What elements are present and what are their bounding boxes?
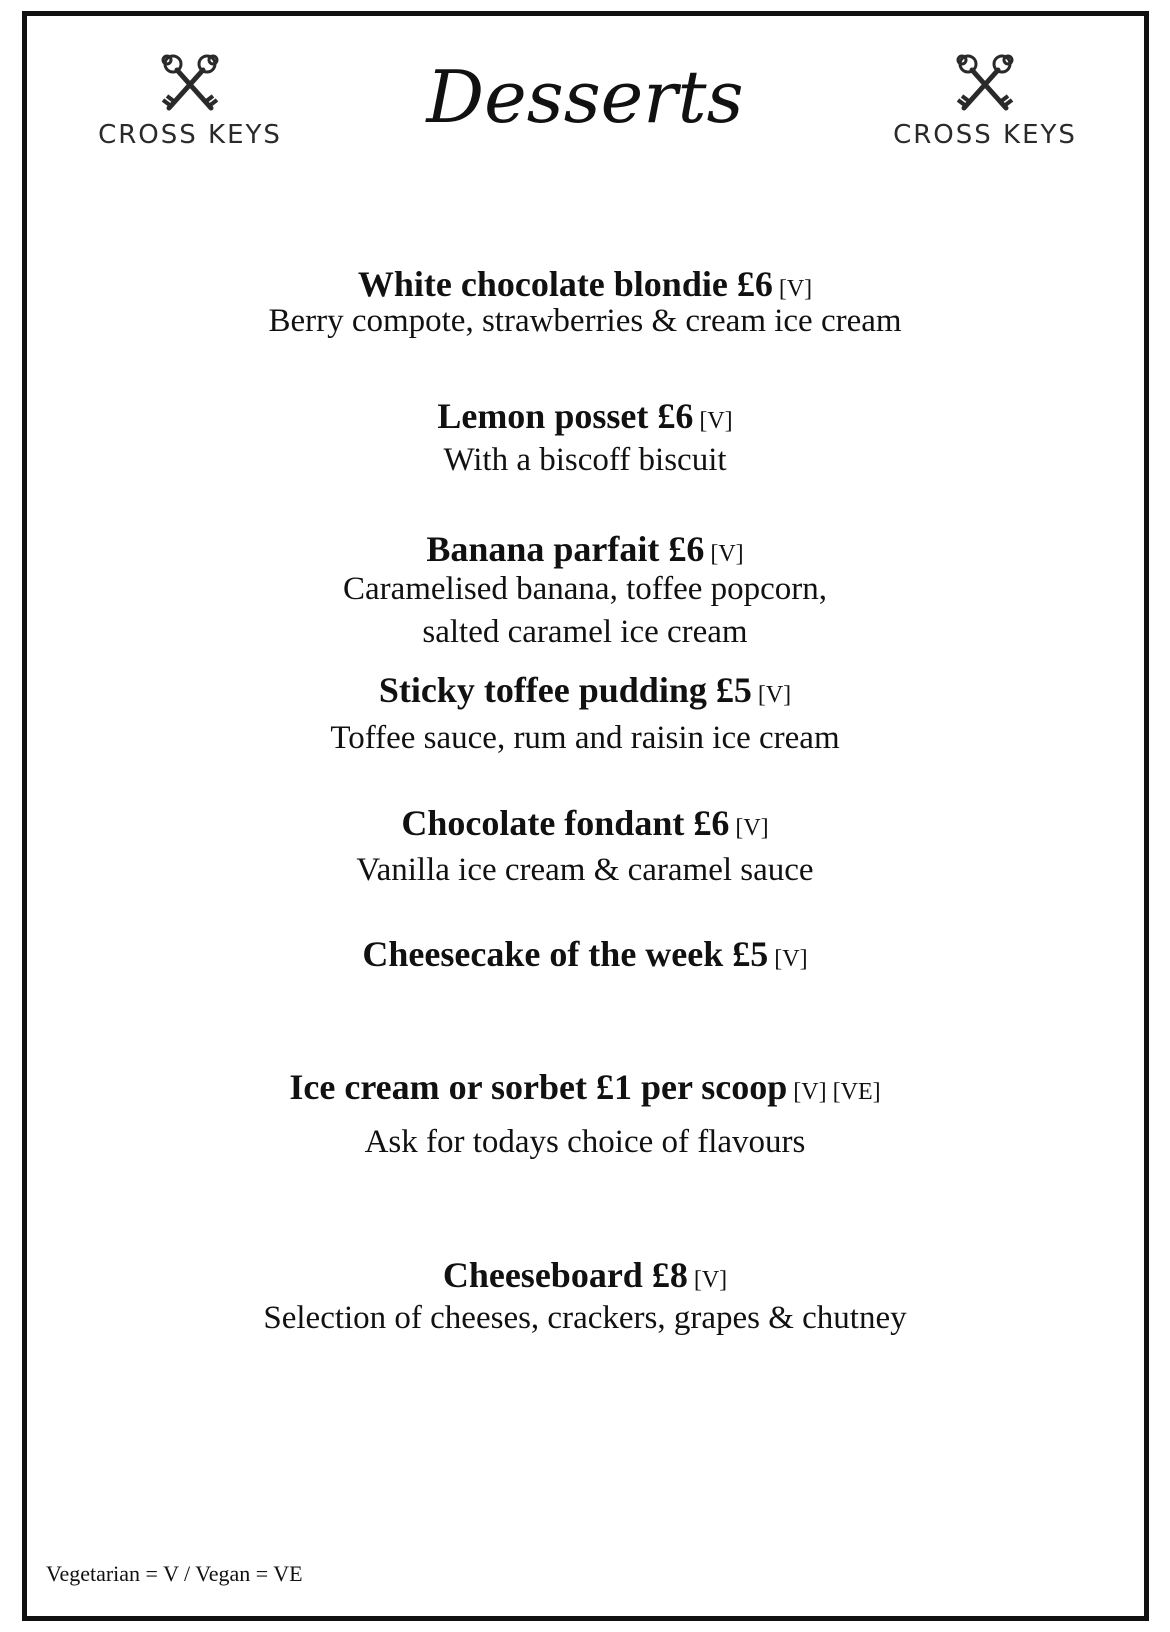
menu-item-description: Ask for todays choice of flavours	[364, 1124, 806, 1160]
dietary-tag: [V] [VE]	[793, 1079, 881, 1105]
menu-item-description: Vanilla ice cream & caramel sauce	[356, 852, 814, 888]
menu-item-description: salted caramel ice cream	[422, 614, 748, 650]
menu-item-description: Selection of cheeses, crackers, grapes & chutney	[263, 1300, 907, 1336]
dietary-tag: [V]	[774, 946, 808, 972]
menu-item-title	[0, 528, 1170, 570]
menu-item-name: Banana parfait £6	[426, 529, 705, 569]
dietary-tag: [V]	[699, 408, 733, 434]
page-title: Desserts	[426, 55, 744, 139]
menu-item-name: Cheesecake of the week £5	[362, 934, 769, 974]
menu-item-name: White chocolate blondie £6	[357, 264, 773, 304]
menu-item-title	[0, 802, 1170, 844]
menu-item-name: Ice cream or sorbet £1 per scoop	[289, 1067, 788, 1107]
dietary-tag: [V]	[757, 682, 792, 708]
menu-item-description: Caramelised banana, toffee popcorn,	[342, 571, 828, 607]
menu-item-description: Toffee sauce, rum and raisin ice cream	[330, 720, 840, 756]
menu-item-title	[0, 395, 1170, 437]
menu-item-title	[0, 263, 1170, 305]
menu-item-name: Chocolate fondant £6	[401, 803, 730, 843]
dietary-tag: [V]	[693, 1267, 728, 1293]
menu-item-title	[0, 1254, 1170, 1296]
menu-item-name: Lemon posset £6	[437, 396, 694, 436]
brand-name: CROSS KEYS	[98, 120, 282, 150]
menu-item-title	[0, 933, 1170, 975]
menu-item-name: Sticky toffee pudding £5	[378, 670, 752, 710]
dietary-tag: [V]	[735, 815, 769, 841]
menu-item-description: Berry compote, strawberries & cream ice cream	[268, 303, 902, 339]
dietary-legend: Vegetarian = V / Vegan = VE	[46, 1561, 303, 1586]
menu-item-description: With a biscoff biscuit	[443, 442, 727, 478]
brand-name: CROSS KEYS	[893, 120, 1077, 150]
menu-item-title	[0, 669, 1170, 711]
menu-item-name: Cheeseboard £8	[442, 1255, 688, 1295]
dietary-tag: [V]	[710, 541, 744, 567]
dietary-tag: [V]	[778, 276, 813, 302]
menu-item-title	[0, 1066, 1170, 1108]
